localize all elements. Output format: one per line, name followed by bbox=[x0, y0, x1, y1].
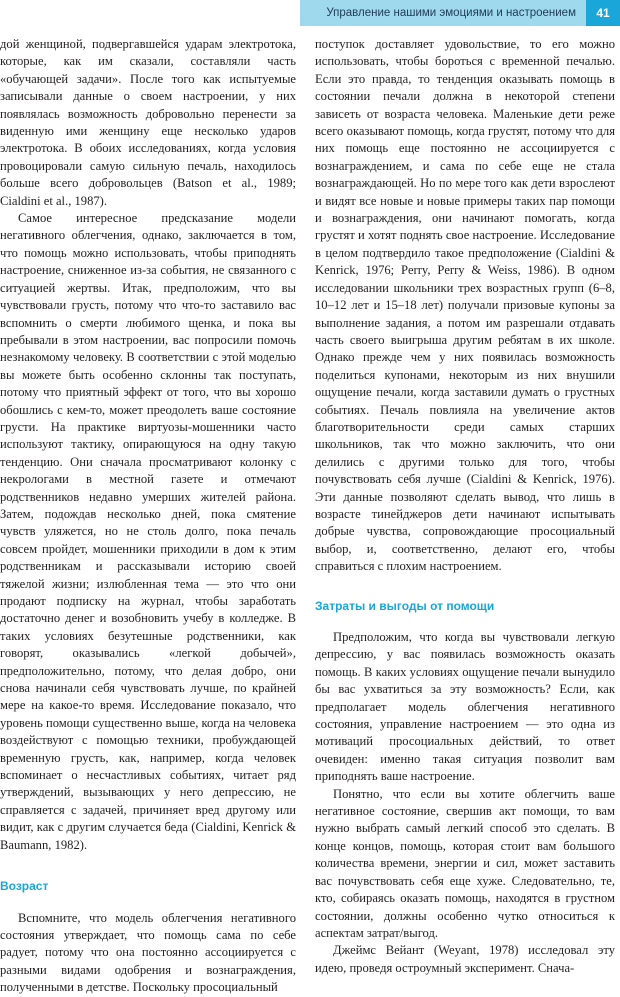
paragraph: Вспомните, что модель облегчения негативного состояния утверждает, что помощь сама по себе радует, потому что она постоянно ассоциируется с разными видами одобрения и вознаграждения, полученными в детстве. Поскольку просоциальный bbox=[0, 910, 296, 995]
page-number: 41 bbox=[586, 0, 620, 26]
right-column bbox=[315, 36, 615, 977]
paragraph: Джеймс Вейант (Weyant, 1978) исследовал эту идею, проведя остроумный эксперимент. Снача- bbox=[315, 943, 615, 975]
running-title: Управление нашими эмоциями и настроением bbox=[326, 7, 576, 19]
left-column bbox=[0, 36, 296, 997]
paragraph: поступок доставляет удовольствие, то его можно использовать, чтобы бороться с временной печалью. Если это правда, то тенденция оказывать помощь в состоянии печали должна в некоторой степени зависеть от возраста человека. Маленькие дети реже всего оказывают помощь, когда грустят, потому что для них помощь еще постоянно не ассоциируется с вознаграждением, и сама по себе еще не стала вознаграждающей. Но по мере того как дети взрослеют и видят все новые и новые примеры таких пар помощи и вознаграждения, они начинают помогать, когда грустят и хотят поднять свое настроение. Исследование в целом подтвердило такое предположение (Cialdini & Kenrick, 1976; Perry, Perry & Weiss, 1986). В одном исследовании школьники трех возрастных групп (6–8, 10–12 лет и 15–18 лет) получали призовые купоны за выполнение задания, а потом им разрешали отдавать часть своего выигрыша другим ребятам в их школе. Однако прежде чем у них появилась возможность поделиться купонами, некоторым из них внушили ощущение печали, когда заставили думать о грустных событиях. Печаль повлияла на увеличение актов благотворительности среди самых старших школьников, так что можно заключить, что они делились с другими только для того, чтобы почувствовать себя лучше (Cialdini & Kenrick, 1976). Эти данные позволяют сделать вывод, что лишь в возрасте тинейджеров дети начинают испытывать добрые чувства, сопровождающие просоциальный выбор, и, соответственно, делают его, чтобы справиться с плохим настроением. bbox=[315, 37, 615, 574]
running-header bbox=[300, 0, 586, 26]
paragraph: дой женщиной, подвергавшейся ударам электротока, которые, как им сказали, составляли часть «обучающей задачи». После того как испытуемые записывали данные о своем настроении, у них появлялась возможность добровольно перенести за виденную ими женщину еще несколько ударов электротока. В обоих исследованиях, когда условия провоцировали самую сильную печаль, находилось больше всего добровольцев (Batson et al., 1989; Cialdini et al., 1987). bbox=[0, 37, 296, 208]
paragraph: Предположим, что когда вы чувствовали легкую депрессию, у вас появилась возможность оказать помощь. В каких условиях ощущение печали вынудило бы вас ухватиться за эту возможность? Если, как предполагает модель облегчения негативного состояния, управление настроением — это одна из мотиваций просоциальных действий, то ответ очевиден: именно такая ситуация позволит вам приподнять ваше настроение. bbox=[315, 630, 615, 784]
section-heading-costs-benefits: Затраты и выгоды от помощи bbox=[315, 598, 495, 613]
paragraph: Понятно, что если вы хотите облегчить ваше негативное состояние, свершив акт помощи, то вам нужно выбрать самый легкий способ это сделать. В конце концов, помощь, которая стоит вам большого количества времени, энергии и сил, может заставить вас почувствовать себя еще хуже. Следовательно, те, кто, собираясь оказать помощь, находятся в грустном состоянии, должны особенно чутко относиться к аспектам затрат/выгод. bbox=[315, 786, 615, 940]
section-heading-age: Возраст bbox=[0, 879, 49, 894]
paragraph: Самое интересное предсказание модели негативного облегчения, однако, заключается в том, что помощь можно использовать, чтобы приподнять настроение, сниженное из-за события, не связанного с ситуацией жертвы. Итак, предположим, что вы чувствовали грусть, потому что что-то заставило вас вспомнить о смерти любимого щенка, и пока вы пребывали в этом настроении, вас попросили помочь незнакомому человеку. В соответствии с этой моделью вы можете быть особенно склонны так поступать, потому что приятный эффект от того, что вы хорошо обошлись с кем-то, может преодолеть ваше состояние грусти. На практике виртуозы-мошенники часто используют тактику, опирающуюся на одну такую тенденцию. Они сначала просматривают колонку с некрологами в местной газете и отмечают родственников недавно умерших жителей района. Затем, подождав несколько дней, пока смятение чувств уляжется, но не столь долго, пока печаль совсем пройдет, мошенники приходили в дом к этим родственникам и рассказывали историю своей тяжелой жизни; излюбленная тема — это что они продают подписку на журнал, чтобы заработать достаточно денег и возобновить учебу в колледже. В таких условиях безутешные родственники, как говорят, оказывались «легкой добычей», предположительно, потому, что делая добро, они снова начинали себя чувствовать лучше, по крайней мере на какое-то время. Исследование показало, что уровень помощи существенно выше, когда на человека воздействуют с помощью техники, пробуждающей временную грусть, как, например, когда человек вспоминает о несчастливых событиях, читает ряд утверждений, вызывающих у него депрессию, не справляется с задачей, причиняет вред другому или видит, как с другим случается беда (Cialdini, Kenrick & Baumann, 1982). bbox=[0, 211, 296, 852]
